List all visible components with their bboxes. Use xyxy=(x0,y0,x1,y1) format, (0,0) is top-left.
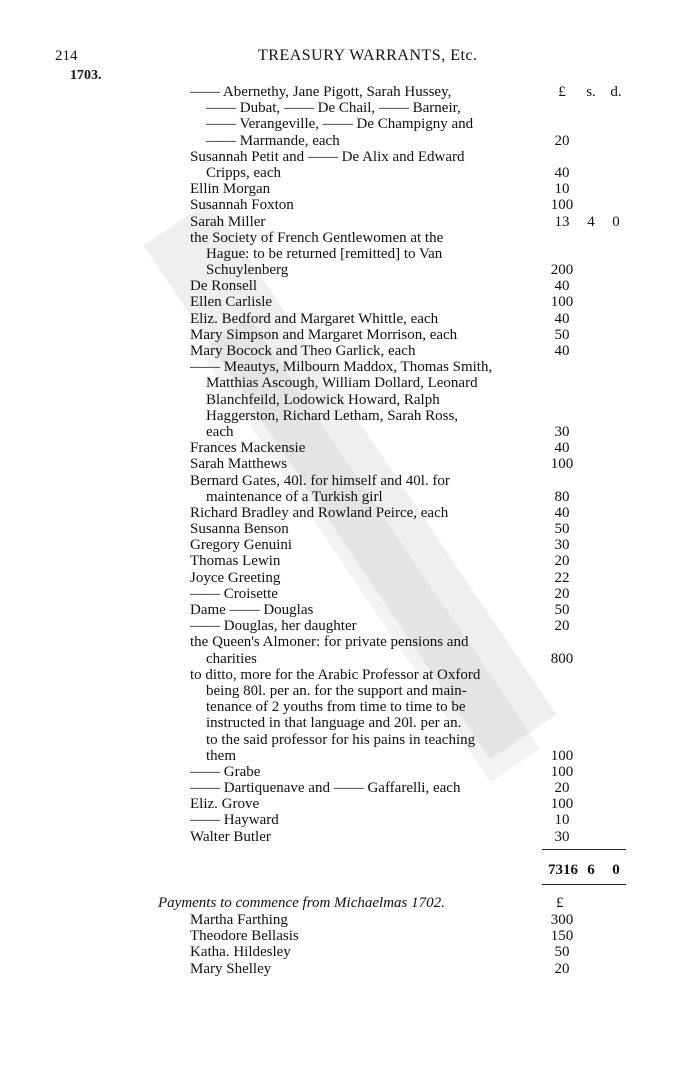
entry-text: Dame —— Douglas xyxy=(190,602,314,618)
section-title: Payments to commence from Michaelmas 1702. xyxy=(158,895,445,911)
entry-line xyxy=(0,683,674,699)
entry-text: Katha. Hildesley xyxy=(190,944,291,961)
warrant-entries xyxy=(0,84,674,850)
entry-text: Mary Bocock and Theo Garlick, each xyxy=(190,343,416,359)
entry-pounds: 20 xyxy=(554,960,570,977)
entry-line xyxy=(0,732,674,748)
shillings-heading: s. xyxy=(586,84,596,100)
total-pounds: 7316 xyxy=(548,862,578,878)
entry-line xyxy=(0,392,674,408)
entry-text: maintenance of a Turkish girl xyxy=(206,488,383,505)
entry-text: Martha Farthing xyxy=(190,912,288,928)
entry-text: Sarah Matthews xyxy=(190,456,288,473)
entry-pounds: 300 xyxy=(550,912,574,928)
entry-pounds: 40 xyxy=(554,278,570,295)
entry-text: Richard Bradley and Rowland Peirce, each xyxy=(190,504,449,521)
entry-text: —— Meautys, Milbourn Maddox, Thomas Smith, xyxy=(190,359,493,376)
entry-line xyxy=(0,230,674,246)
entry-text: charities xyxy=(206,650,257,667)
entry-pounds: 10 xyxy=(554,812,570,829)
entry-line xyxy=(0,521,674,537)
entry-line xyxy=(0,359,674,375)
entry-pounds: 40 xyxy=(554,310,570,327)
entry-pounds: 100 xyxy=(550,747,574,764)
entry-line xyxy=(0,764,674,780)
entry-line xyxy=(0,602,674,618)
entry-line xyxy=(0,748,674,764)
entry-line xyxy=(0,165,674,181)
entry-pounds: 100 xyxy=(550,294,574,311)
michaelmas-entry xyxy=(0,928,674,944)
entry-text: the Queen's Almoner: for private pensions and xyxy=(190,634,469,651)
entry-line xyxy=(0,133,674,149)
entry-line xyxy=(0,715,674,731)
entry-pounds: 100 xyxy=(550,763,574,780)
entry-line xyxy=(0,246,674,262)
total-shillings: 6 xyxy=(587,862,595,878)
entry-line xyxy=(0,634,674,650)
michaelmas-entry xyxy=(0,944,674,960)
subtotal-rule xyxy=(542,849,626,850)
entry-text: Hague: to be returned [remitted] to Van xyxy=(206,245,443,262)
entry-text: —— Verangeville, —— De Champigny and xyxy=(206,116,474,133)
entry-text: —— Croisette xyxy=(190,585,278,602)
entry-text: Blanchfeild, Lodowick Howard, Ralph xyxy=(206,391,440,408)
total-rule xyxy=(542,884,626,885)
entry-text: Susannah Petit and —— De Alix and Edward xyxy=(190,148,465,165)
entry-text: each xyxy=(206,423,234,440)
entry-pounds: 30 xyxy=(554,537,570,554)
total-pence: 0 xyxy=(612,862,620,878)
entry-text: De Ronsell xyxy=(190,278,258,295)
entry-line xyxy=(0,149,674,165)
michaelmas-entry xyxy=(0,912,674,928)
entry-text: Schuylenberg xyxy=(206,262,289,279)
entry-text: —— Grabe xyxy=(190,763,261,780)
entry-line xyxy=(0,214,674,230)
entry-line xyxy=(0,456,674,472)
entry-pounds: 20 xyxy=(554,553,570,570)
entry-line xyxy=(0,618,674,634)
entry-line xyxy=(0,408,674,424)
entry-shillings: 4 xyxy=(587,213,595,230)
entry-text: Joyce Greeting xyxy=(190,569,281,586)
entry-line xyxy=(0,262,674,278)
entry-pounds: 800 xyxy=(550,650,574,667)
entry-line xyxy=(0,553,674,569)
entry-pounds: 30 xyxy=(554,423,570,440)
entry-pounds: 100 xyxy=(550,197,574,214)
entry-text: Eliz. Grove xyxy=(190,796,260,813)
entry-pounds: 50 xyxy=(554,326,570,343)
entry-text: Ellen Carlisle xyxy=(190,294,273,311)
entry-pounds: 100 xyxy=(550,796,574,813)
entry-pounds: 30 xyxy=(554,828,570,845)
entry-line xyxy=(0,699,674,715)
entry-line xyxy=(0,327,674,343)
entry-text: —— Marmande, each xyxy=(206,132,340,149)
entry-line xyxy=(0,375,674,391)
entry-line xyxy=(0,181,674,197)
entry-text: instructed in that language and 20l. per an. xyxy=(206,715,462,732)
entry-line xyxy=(0,424,674,440)
entry-pounds: 80 xyxy=(554,488,570,505)
entry-line xyxy=(0,311,674,327)
entry-line xyxy=(0,197,674,213)
entry-pounds: 20 xyxy=(554,132,570,149)
entry-pounds: 40 xyxy=(554,343,570,359)
entry-pounds: 50 xyxy=(554,944,570,961)
entry-pounds: 13 xyxy=(554,213,570,230)
pence-heading: d. xyxy=(610,84,622,100)
entry-line xyxy=(0,294,674,310)
entry-pounds: 40 xyxy=(554,164,570,181)
entry-text: Eliz. Bedford and Margaret Whittle, each xyxy=(190,310,439,327)
entry-text: Haggerston, Richard Letham, Sarah Ross, xyxy=(206,407,459,424)
section-pound-heading: £ xyxy=(556,895,564,911)
entry-text: Susanna Benson xyxy=(190,521,289,538)
entry-pounds: 20 xyxy=(554,618,570,635)
total-row xyxy=(0,862,674,880)
entry-text: Mary Simpson and Margaret Morrison, each xyxy=(190,326,458,343)
entry-text: —— Dubat, —— De Chail, —— Barneir, xyxy=(206,100,461,117)
entry-line xyxy=(0,537,674,553)
entry-line xyxy=(0,489,674,505)
entry-line xyxy=(0,343,674,359)
entry-line xyxy=(0,829,674,845)
entry-line xyxy=(0,440,674,456)
entry-text: —— Dartiquenave and —— Gaffarelli, each xyxy=(190,780,461,797)
entry-pounds: 20 xyxy=(554,585,570,602)
entry-pounds: 150 xyxy=(550,928,574,945)
entry-text: Susannah Foxton xyxy=(190,197,294,214)
entry-pounds: 22 xyxy=(554,569,570,586)
entry-line xyxy=(0,667,674,683)
entry-text: Matthias Ascough, William Dollard, Leonard xyxy=(206,375,478,392)
page-title: TREASURY WARRANTS, Etc. xyxy=(258,47,478,64)
entry-pounds: 100 xyxy=(550,456,574,473)
entry-line xyxy=(0,586,674,602)
entry-text: Walter Butler xyxy=(190,828,271,845)
entry-text: Cripps, each xyxy=(206,164,281,181)
entry-line xyxy=(0,278,674,294)
entry-text: Thomas Lewin xyxy=(190,553,281,570)
entry-pounds: 20 xyxy=(554,780,570,797)
entry-text: them xyxy=(206,747,236,764)
entry-line xyxy=(0,796,674,812)
entry-text: Frances Mackensie xyxy=(190,440,306,457)
entry-text: the Society of French Gentlewomen at the xyxy=(190,229,444,246)
entry-line xyxy=(0,100,674,116)
entry-pence: 0 xyxy=(612,213,620,230)
entry-line xyxy=(0,473,674,489)
entry-line xyxy=(0,116,674,132)
entry-text: Gregory Genuini xyxy=(190,537,293,554)
michaelmas-entry xyxy=(0,961,674,977)
entry-line xyxy=(0,84,674,100)
entry-text: —— Hayward xyxy=(190,812,279,829)
entry-text: Bernard Gates, 40l. for himself and 40l. for xyxy=(190,472,450,489)
entry-line xyxy=(0,505,674,521)
year-heading: 1703. xyxy=(70,68,102,83)
pounds-heading: £ xyxy=(558,84,566,100)
entry-text: —— Abernethy, Jane Pigott, Sarah Hussey, xyxy=(190,84,452,100)
entry-pounds: 10 xyxy=(554,181,570,198)
entry-text: being 80l. per an. for the support and main- xyxy=(206,682,467,699)
entry-line xyxy=(0,812,674,828)
entry-pounds: 200 xyxy=(550,262,574,279)
entry-text: Theodore Bellasis xyxy=(190,928,299,945)
entry-pounds: 50 xyxy=(554,521,570,538)
entry-pounds: 40 xyxy=(554,504,570,521)
entry-text: to the said professor for his pains in teaching xyxy=(206,731,476,748)
entry-line xyxy=(0,651,674,667)
entry-pounds: 40 xyxy=(554,440,570,457)
entry-text: to ditto, more for the Arabic Professor at Oxford xyxy=(190,666,481,683)
entry-line xyxy=(0,570,674,586)
page-number: 214 xyxy=(55,48,78,64)
entry-line xyxy=(0,780,674,796)
michaelmas-entries xyxy=(0,912,674,977)
entry-text: Sarah Miller xyxy=(190,213,266,230)
entry-text: tenance of 2 youths from time to time to be xyxy=(206,699,466,716)
entry-text: Mary Shelley xyxy=(190,960,272,977)
entry-text: —— Douglas, her daughter xyxy=(190,618,357,635)
entry-text: Ellin Morgan xyxy=(190,181,271,198)
entry-pounds: 50 xyxy=(554,602,570,618)
